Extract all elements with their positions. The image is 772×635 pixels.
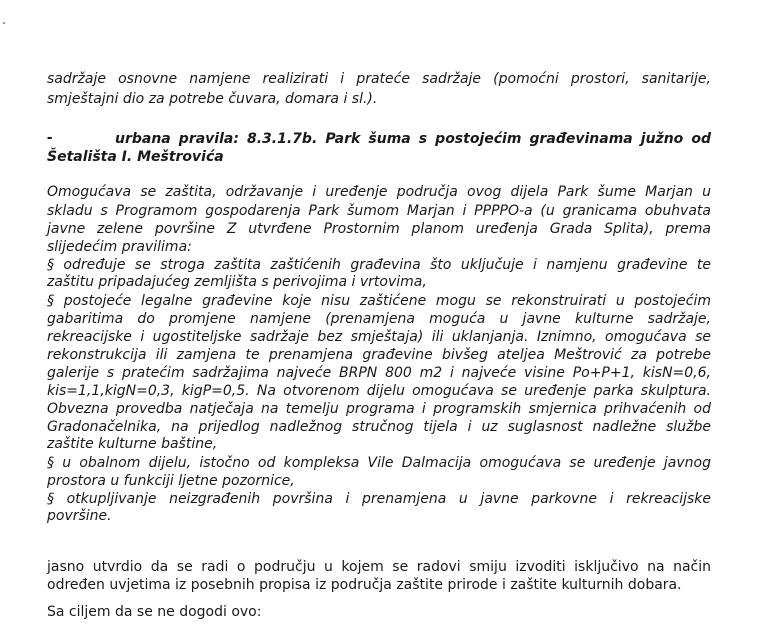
final-line: Sa ciljem da se ne dogodi ovo: — [47, 604, 262, 620]
quote-line: površine. — [47, 508, 112, 524]
quote-line: slijedećim pravilima: — [47, 239, 192, 255]
closing-line: određen uvjetima iz posebnih propisa iz područja zaštite prirode i zaštite kulturnih dobara. — [47, 577, 682, 593]
quote-line: § postojeće legalne građevine koje nisu zaštićene mogu se rekonstruirati u postojećim — [47, 293, 711, 309]
page-corner-mark — [3, 22, 5, 24]
quote-line: Gradonačelnika, na prijedlog nadležnog stručnog tijela i uz suglasnost nadležne službe — [47, 419, 711, 435]
quote-line: Omogućava se zaštita, održavanje i uređenje područja ovog dijela Park šume Marjan u — [47, 184, 711, 200]
quote-line: § otkupljivanje neizgrađenih površina i prenamjena u javne parkovne i rekreacijske — [47, 491, 711, 507]
quote-line: § u obalnom dijelu, istočno od kompleksa Vile Dalmacija omogućava se uređenje javnog — [47, 455, 711, 471]
quote-line: zaštitu pripadajućeg zemljišta s perivojima i vrtovima, — [47, 274, 427, 290]
closing-line: jasno utvrdio da se radi o području u kojem se radovi smiju izvoditi isključivo na način — [47, 559, 711, 575]
quote-line: Obvezna provedba natječaja na temelju programa i programskih smjernica prihvaćenih od — [47, 401, 711, 417]
quote-line: zaštite kulturne baštine, — [47, 436, 218, 452]
quote-line: rekreacijske i ugostiteljske sadržaje bez smještaja) ili uklanjanja. Iznimno, omogućava se — [47, 329, 711, 345]
section-heading-line: Šetališta I. Meštrovića — [47, 149, 224, 165]
quote-line: prostora u funkciji ljetne pozornice, — [47, 473, 295, 489]
quote-line: rekonstrukcija ili zamjena te prenamjena građevine bivšeg ateljea Meštrović za potrebe — [47, 347, 711, 363]
quote-line: galerije s pratećim sadržajima najveće BRPN 800 m2 i najveće visine Po+P+1, kisN=0,6, — [47, 365, 711, 381]
quote-line: gabaritima do promjene namjene (prenamjena moguća u javne kulturne sadržaje, — [47, 311, 711, 327]
section-heading-line: urbana pravila: 8.3.1.7b. Park šuma s postojećim građevinama južno od — [115, 131, 711, 147]
quote-line: javne zelene površine Z utvrđene Prostornim planom uređenja Grada Splita), prema — [47, 221, 711, 237]
quote-line: skladu s Programom gospodarenja Park šumom Marjan i PPPPO-a (u granicama obuhvata — [47, 203, 711, 219]
intro-line: sadržaje osnovne namjene realizirati i prateće sadržaje (pomoćni prostori, sanitarije, — [47, 71, 711, 87]
heading-bullet: - — [47, 130, 53, 146]
intro-line: smještajni dio za potrebe čuvara, domara i sl.). — [47, 91, 378, 107]
quote-line: § određuje se stroga zaštita zaštićenih građevina što uključuje i namjenu građevine te — [47, 257, 711, 273]
quote-line: kis=1,1,kigN=0,3, kigP=0,5. Na otvorenom dijelu omogućava se uređenje parka skulptura. — [47, 383, 711, 399]
